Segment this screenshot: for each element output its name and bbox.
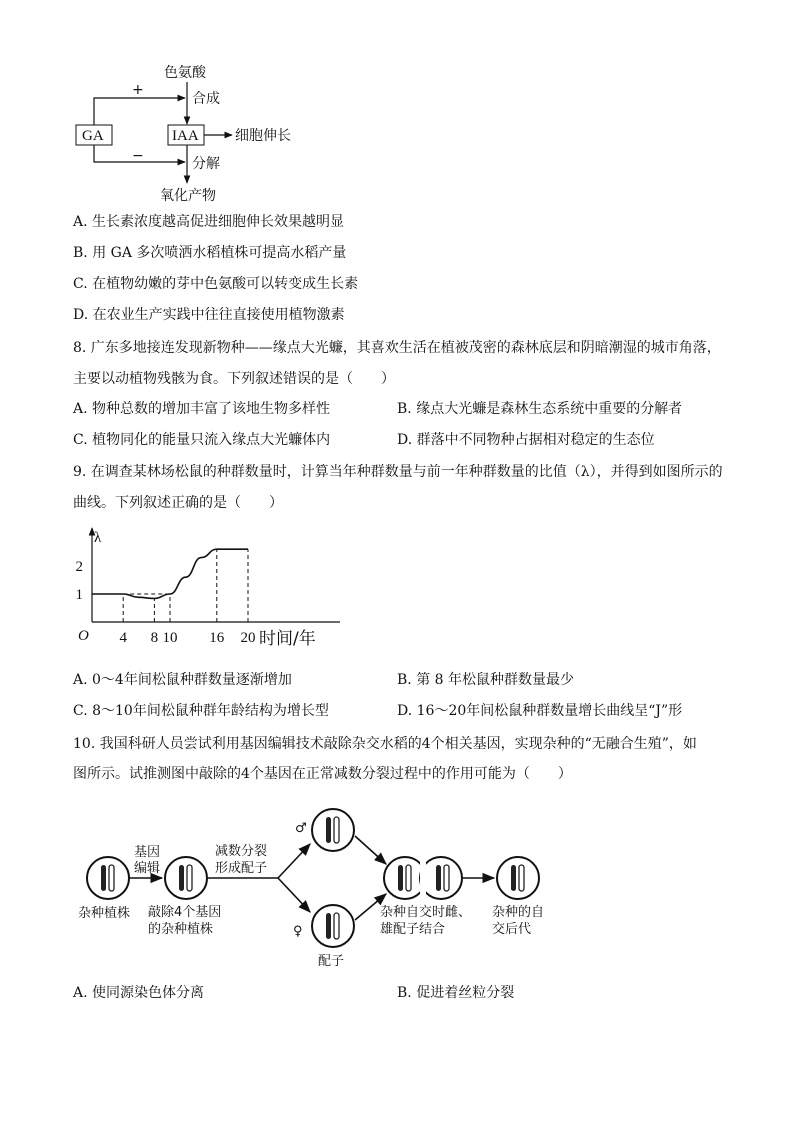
q10-option-a: A. 使同源染色体分离 — [73, 985, 205, 1001]
lambda-chart — [70, 520, 370, 660]
tryptophan-label: 色氨酸 — [164, 65, 206, 81]
offspring-cell — [497, 857, 539, 899]
meiosis-label-2: 形成配子 — [215, 861, 268, 876]
x-axis-label: 时间/年 — [259, 629, 316, 649]
y-tick-label-1: 1 — [75, 587, 83, 603]
synthesis-label: 合成 — [192, 91, 220, 107]
offspring-label-1: 杂种的自 — [492, 905, 545, 920]
q7-option-d: D. 在农业生产实践中往往直接使用植物激素 — [73, 307, 345, 323]
origin-label: O — [78, 628, 89, 644]
q8-option-c: C. 植物同化的能量只流入缘点大光蠊体内 — [73, 432, 331, 448]
ga-label: GA — [82, 128, 104, 144]
x-tick-label-10: 10 — [162, 630, 178, 646]
q8-stem-line2: 主要以动植物残骸为食。下列叙述错误的是（ ） — [73, 371, 395, 387]
plus-sign: + — [132, 82, 144, 98]
q7-option-c: C. 在植物幼嫩的芽中色氨酸可以转变成生长素 — [73, 276, 359, 292]
q9-stem-line1: 9. 在调查某林场松鼠的种群数量时，计算当年种群数量与前一年种群数量的比值（λ），并得到如图所示的 — [73, 464, 723, 480]
q9-option-c: C. 8～10年间松鼠种群年龄结构为增长型 — [73, 703, 329, 719]
q9-stem-line2: 曲线。下列叙述正确的是（ ） — [73, 495, 283, 511]
iaa-label: IAA — [172, 128, 199, 144]
minus-sign: − — [132, 148, 144, 164]
cell-elongation-label: 细胞伸长 — [235, 128, 291, 144]
selfing-label-2: 雄配子结合 — [380, 922, 446, 937]
gene-edit-label-1: 基因 — [134, 845, 161, 860]
meiosis-label-1: 减数分裂 — [215, 844, 268, 859]
q8-option-b: B. 缘点大光蠊是森林生态系统中重要的分解者 — [397, 401, 683, 417]
x-tick-label-20: 20 — [240, 630, 256, 646]
knockout-plant-cell — [165, 857, 207, 899]
q9-option-d: D. 16～20年间松鼠种群数量增长曲线呈“J”形 — [397, 703, 683, 719]
gamete-label: 配子 — [318, 954, 345, 969]
q10-stem-line2: 图所示。试推测图中敲除的4个基因在正常减数分裂过程中的作用可能为（ ） — [73, 766, 572, 782]
apomixis-diagram — [0, 800, 794, 975]
male-symbol: ♂ — [295, 821, 307, 836]
q10-stem-line1: 10. 我国科研人员尝试利用基因编辑技术敲除杂交水稻的4个相关基因，实现杂种的“无融合生殖”，如 — [73, 736, 697, 752]
q7-option-b: B. 用 GA 多次喷洒水稻植株可提高水稻产量 — [73, 245, 347, 261]
lambda-curve — [92, 549, 248, 598]
q7-option-a: A. 生长素浓度越高促进细胞伸长效果越明显 — [73, 214, 345, 230]
gene-edit-label-2: 编辑 — [134, 861, 161, 876]
x-tick-label-4: 4 — [119, 630, 127, 646]
y-tick-label-2: 2 — [75, 559, 83, 575]
hormone-diagram — [0, 0, 794, 210]
selfing-label-1: 杂种自交时雌、 — [380, 905, 472, 920]
q8-option-a: A. 物种总数的增加丰富了该地生物多样性 — [73, 401, 331, 417]
hybrid-plant-label: 杂种植株 — [78, 906, 131, 921]
offspring-label-2: 交后代 — [492, 922, 532, 937]
q8-option-d: D. 群落中不同物种占据相对稳定的生态位 — [397, 432, 655, 448]
knockout-label-1: 敲除4个基因 — [148, 905, 222, 920]
male-gamete-cell — [312, 809, 354, 851]
x-tick-label-16: 16 — [209, 630, 225, 646]
y-axis-label: λ — [94, 530, 102, 546]
female-gamete-cell — [312, 905, 354, 947]
hybrid-plant-cell — [87, 857, 129, 899]
q10-option-b: B. 促进着丝粒分裂 — [397, 985, 515, 1001]
x-tick-label-8: 8 — [150, 630, 159, 646]
female-symbol: ♀ — [293, 924, 303, 939]
q8-stem-line1: 8. 广东多地接连发现新物种——缘点大光蠊，其喜欢生活在植被茂密的森林底层和阴暗潮湿的城市角落， — [73, 340, 721, 356]
decompose-label: 分解 — [192, 156, 220, 172]
knockout-label-2: 的杂种植株 — [148, 922, 214, 937]
oxidation-product-label: 氧化产物 — [160, 188, 216, 204]
q9-option-b: B. 第 8 年松鼠种群数量最少 — [397, 672, 574, 688]
q9-option-a: A. 0～4年间松鼠种群数量逐渐增加 — [73, 672, 292, 688]
